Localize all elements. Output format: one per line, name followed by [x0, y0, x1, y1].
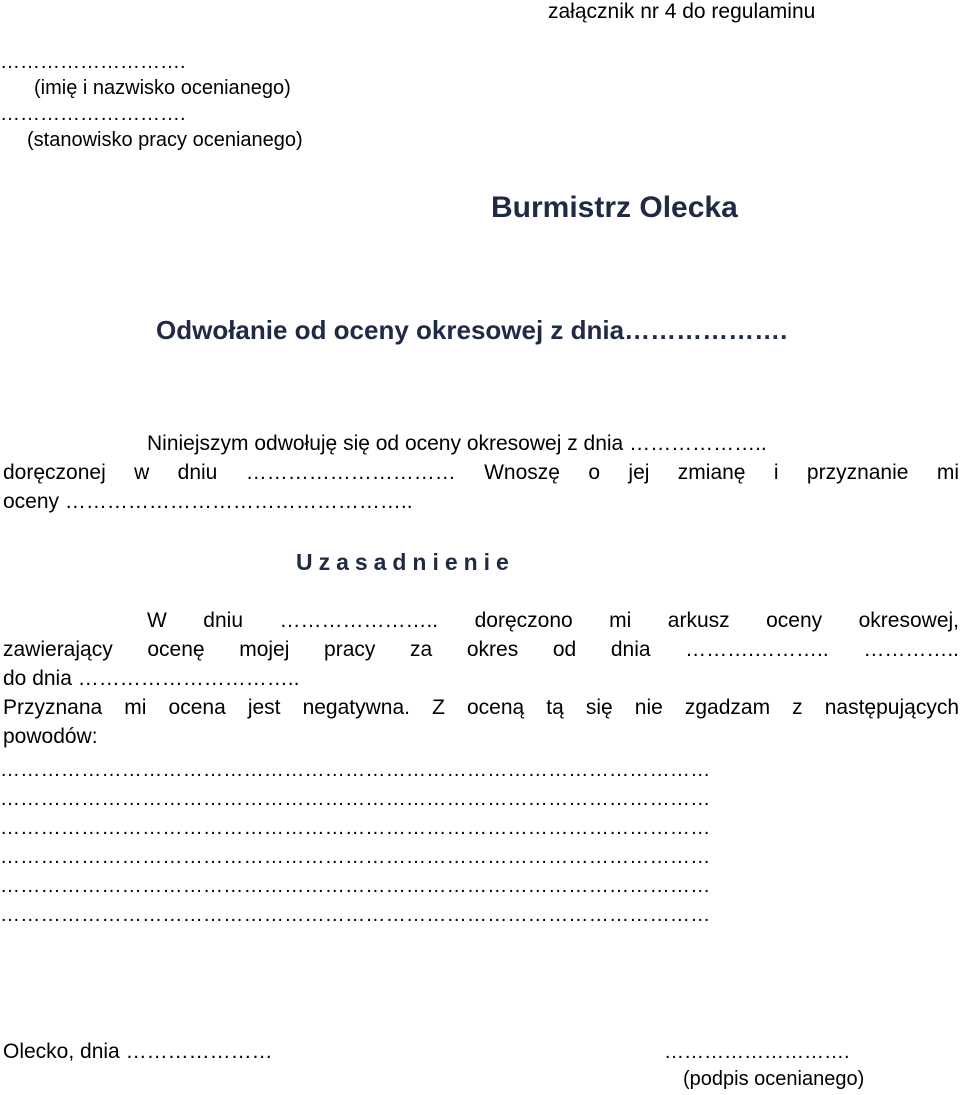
applicant-name-line: ……………………….: [0, 51, 186, 73]
signature-line: ……………………….: [664, 1041, 850, 1063]
justification-line-4: Przyznana mi ocena jest negatywna. Z oceną tą się nie zgadzam z następujących: [3, 696, 959, 719]
intro-line-1: Niniejszym odwołuję się od oceny okresowej z dnia ………………..: [147, 432, 767, 455]
blank-line: ……………………………………………………………………………………………: [0, 817, 711, 839]
justification-line-1: W dniu ………………….. doręczono mi arkusz oceny okresowej,: [147, 609, 959, 632]
addressee: Burmistrz Olecka: [491, 191, 738, 224]
blank-line: ……………………………………………………………………………………………: [0, 759, 711, 781]
justification-line-5: powodów:: [3, 725, 98, 748]
justification-line-2: zawierający ocenę mojej pracy za okres od dnia ……….……….. …………..: [3, 638, 959, 661]
signature-label: (podpis ocenianego): [683, 1068, 865, 1090]
applicant-position-label: (stanowisko pracy ocenianego): [27, 129, 303, 151]
justification-line-3: do dnia …………………………..: [3, 667, 300, 690]
blank-line: ……………………………………………………………………………………………: [0, 788, 711, 810]
blank-line: ……………………………………………………………………………………………: [0, 846, 711, 868]
blank-line: ……………………………………………………………………………………………: [0, 904, 711, 926]
applicant-position-line: ……………………….: [0, 103, 186, 125]
appeal-title: Odwołanie od oceny okresowej z dnia……………….: [156, 315, 788, 345]
intro-line-3: oceny …………………………………………..: [3, 490, 413, 513]
justification-heading: Uzasadnienie: [296, 549, 515, 575]
attachment-note: załącznik nr 4 do regulaminu: [548, 0, 816, 23]
applicant-name-label: (imię i nazwisko ocenianego): [34, 77, 291, 99]
place-and-date: Olecko, dnia …………………: [3, 1040, 273, 1063]
blank-line: ……………………………………………………………………………………………: [0, 875, 711, 897]
intro-line-2: doręczonej w dniu ………………………… Wnoszę o jej zmianę i przyznanie mi: [3, 461, 959, 484]
